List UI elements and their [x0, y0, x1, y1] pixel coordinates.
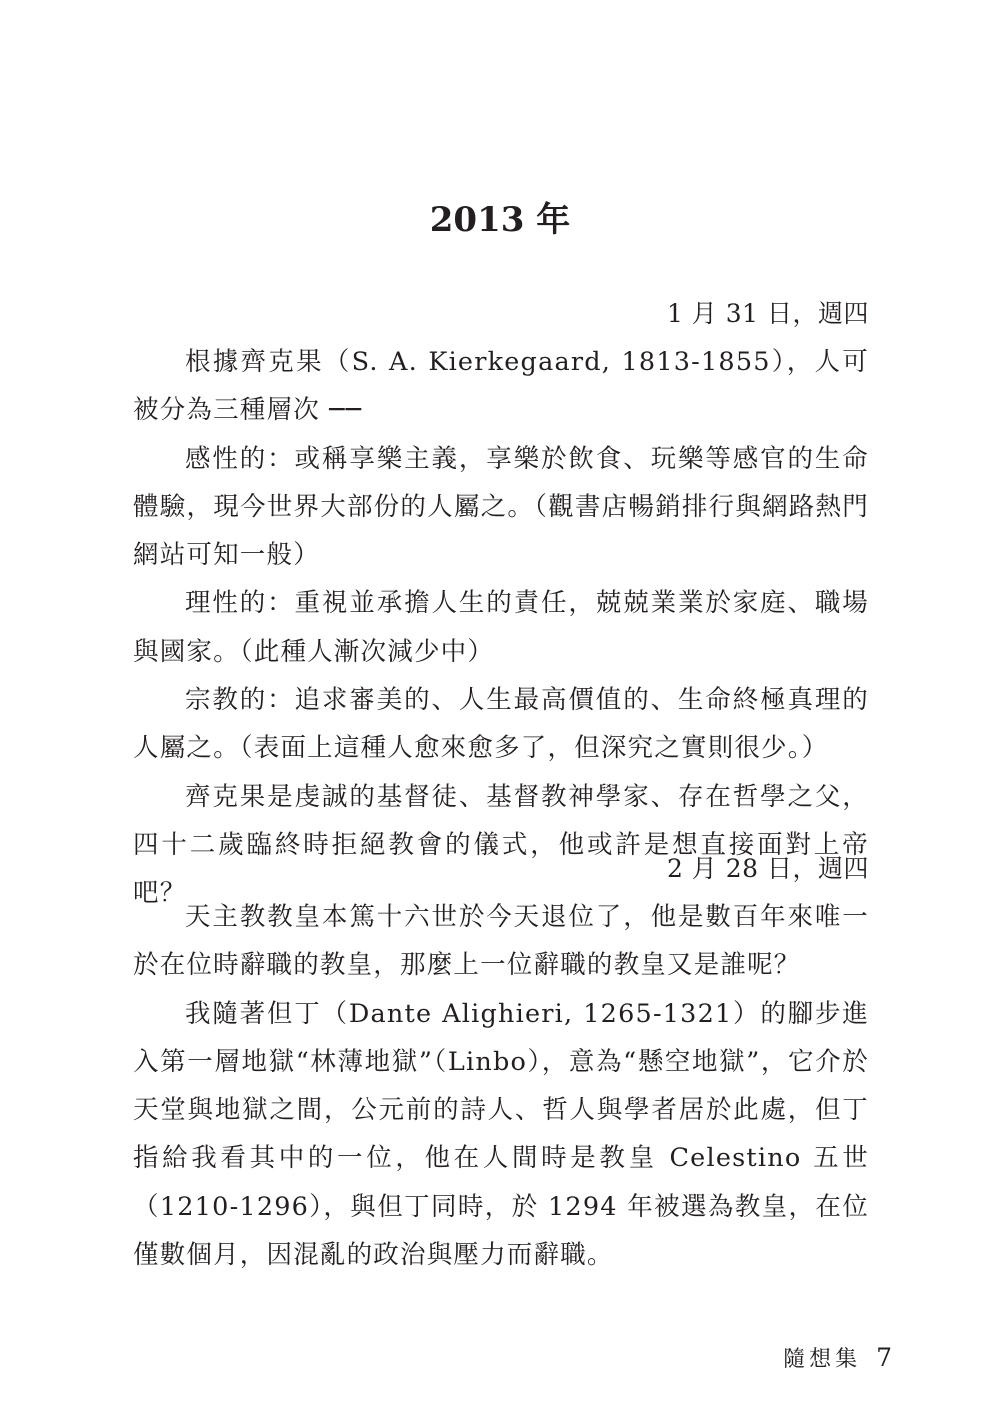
paragraph: 宗教的：追求審美的、人生最高價值的、生命終極真理的人屬之。（表面上這種人愈來愈多了，但深究之實則很少。） [133, 685, 869, 764]
entry-date: 1 月 31 日，週四 [666, 299, 869, 328]
paragraph: 齊克果是虔誠的基督徒、基督教神學家、存在哲學之父，四十二歲臨終時拒絕教會的儀式，他或許是想直接面對上帝吧？ [133, 781, 869, 909]
diary-entry [133, 290, 869, 918]
running-title: 隨想集 [783, 1347, 862, 1372]
diary-entry [133, 845, 869, 1279]
paragraph: 理性的：重視並承擔人生的責任，兢兢業業於家庭、職場與國家。（此種人漸次減少中） [133, 588, 869, 667]
paragraph: 根據齊克果（S. A. Kierkegaard, 1813-1855），人可被分為三種層次 ── [133, 347, 869, 426]
page-title: 2013 年 [429, 200, 571, 240]
paragraph: 天主教教皇本篤十六世於今天退位了，他是數百年來唯一於在位時辭職的教皇，那麼上一位辭職的教皇又是誰呢？ [133, 902, 869, 981]
page-footer [783, 1340, 892, 1378]
paragraph: 我隨著但丁（Dante Alighieri, 1265-1321）的腳步進入第一層地獄“林薄地獄”（Linbo），意為“懸空地獄”，它介於天堂與地獄之間，公元前的詩人、哲人與學者居於此處，但丁指給我看其中的一位，他在人間時是教皇 Celestino 五世（1210-1296），與但丁同時，於 1294 年被選為教皇，在位僅數個月，因混亂的政治與壓力而辭職。 [133, 998, 869, 1271]
page-number: 7 [876, 1343, 892, 1372]
entry-date: 2 月 28 日，週四 [666, 854, 869, 883]
paragraph: 感性的：或稱享樂主義，享樂於飲食、玩樂等感官的生命體驗，現今世界大部份的人屬之。（觀書店暢銷排行與網路熱門網站可知一般） [133, 443, 869, 571]
